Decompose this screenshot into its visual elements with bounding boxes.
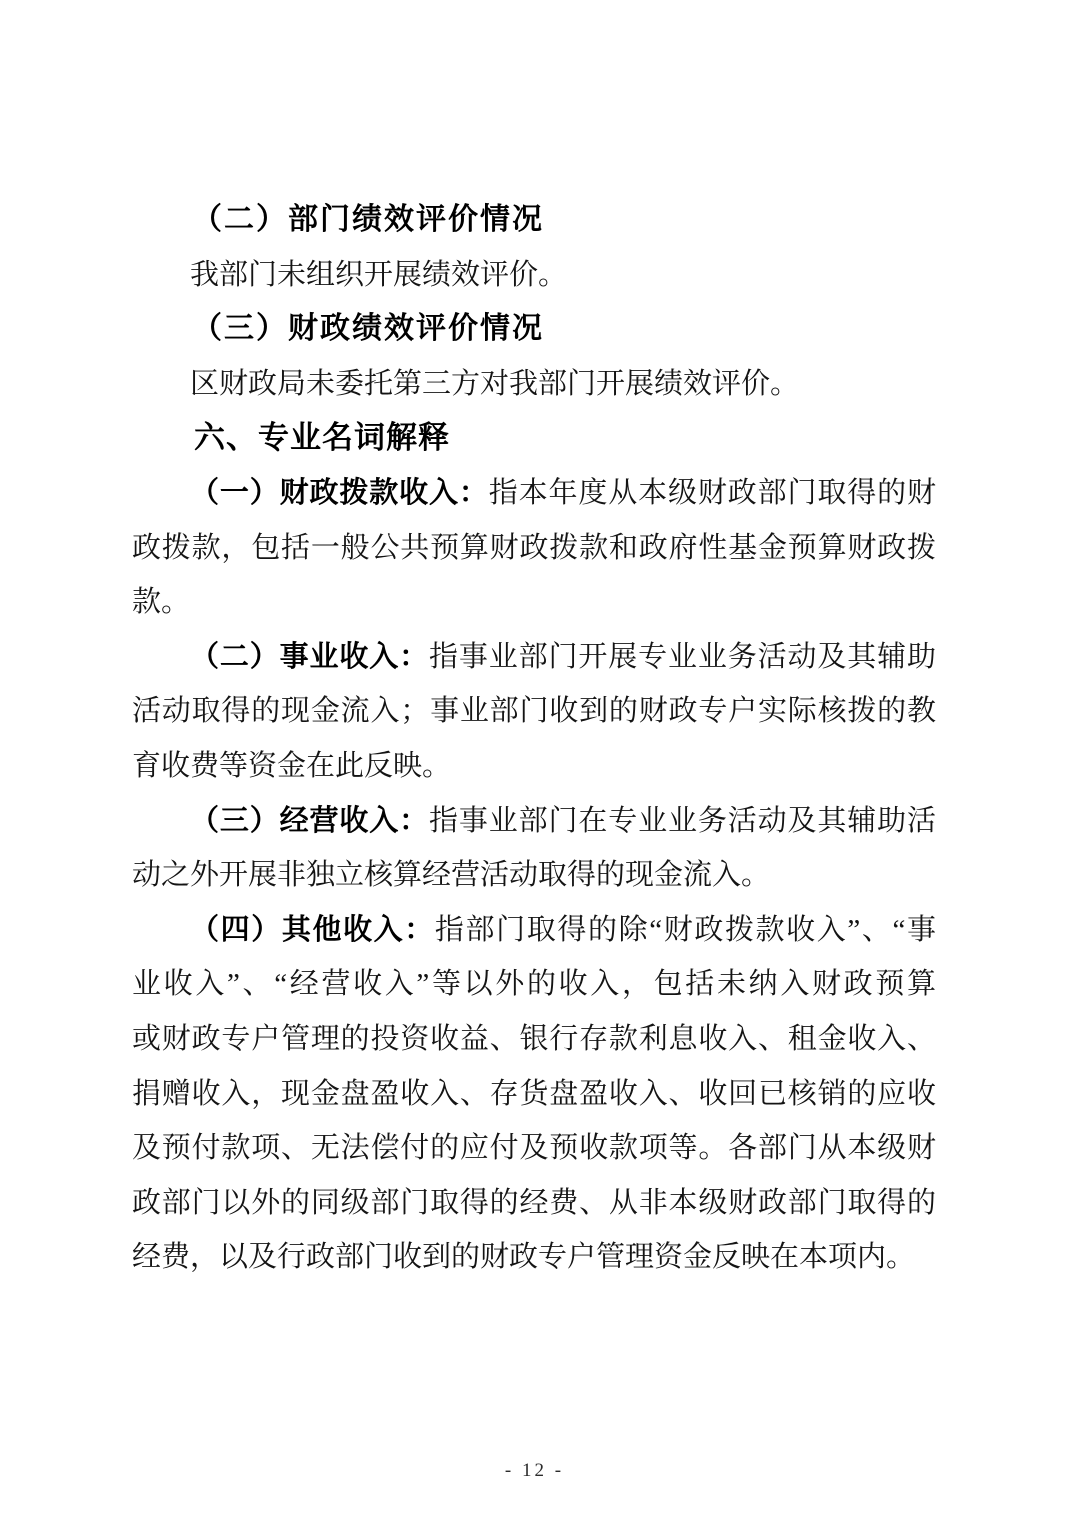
term-other-income-name: （四）其他收入： [190, 913, 435, 946]
term-other-income-line-3: 或财政专户管理的投资收益、银行存款利息收入、租金收入、 [132, 1022, 936, 1055]
para-fiscal-eval: 区财政局未委托第三方对我部门开展绩效评价。 [190, 367, 800, 400]
term-other-income-line-5: 及预付款项、无法偿付的应付及预收款项等。各部门从本级财 [132, 1132, 936, 1165]
term-other-income-line-1 [132, 903, 936, 958]
term-operating-income-line-1 [132, 630, 936, 685]
section-heading-dept-eval: （二）部门绩效评价情况 [192, 203, 544, 236]
term-other-income-line-6: 政部门以外的同级部门取得的经费、从非本级财政部门取得的 [132, 1186, 936, 1219]
para-dept-eval: 我部门未组织开展绩效评价。 [190, 258, 568, 291]
term-business-income-line-2: 动之外开展非独立核算经营活动取得的现金流入。 [132, 859, 771, 892]
term-operating-income-text: 指事业部门开展专业业务活动及其辅助 [429, 640, 936, 673]
section-heading-terms: 六、专业名词解释 [194, 420, 450, 456]
term-fiscal-appropriation-line-1 [132, 466, 936, 521]
term-business-income-text: 指事业部门在专业业务活动及其辅助活 [429, 804, 936, 837]
term-fiscal-appropriation-line-2: 政拨款，包括一般公共预算财政拨款和政府性基金预算财政拨 [132, 531, 936, 564]
document-content [132, 193, 936, 1285]
term-business-income-line-1 [132, 794, 936, 849]
term-business-income-name: （三）经营收入： [190, 804, 429, 837]
term-operating-income-name: （二）事业收入： [190, 640, 429, 673]
term-fiscal-appropriation-line-3: 款。 [132, 586, 191, 619]
term-other-income-text: 指部门取得的除“财政拨款收入”、“事 [434, 913, 936, 946]
term-other-income-line-2: 业收入”、“经营收入”等以外的收入，包括未纳入财政预算 [132, 968, 936, 1001]
term-fiscal-appropriation-text: 指本年度从本级财政部门取得的财 [488, 476, 936, 509]
term-fiscal-appropriation-name: （一）财政拨款收入： [190, 476, 489, 509]
term-other-income-line-4: 捐赠收入，现金盘盈收入、存货盘盈收入、收回已核销的应收 [132, 1077, 936, 1110]
term-operating-income-line-3: 育收费等资金在此反映。 [132, 749, 452, 782]
term-other-income-line-7: 经费，以及行政部门收到的财政专户管理资金反映在本项内。 [132, 1241, 916, 1274]
term-operating-income-line-2: 活动取得的现金流入；事业部门收到的财政专户实际核拨的教 [132, 695, 936, 728]
page-number: - 12 - [504, 1460, 565, 1481]
section-heading-fiscal-eval: （三）财政绩效评价情况 [192, 312, 544, 346]
